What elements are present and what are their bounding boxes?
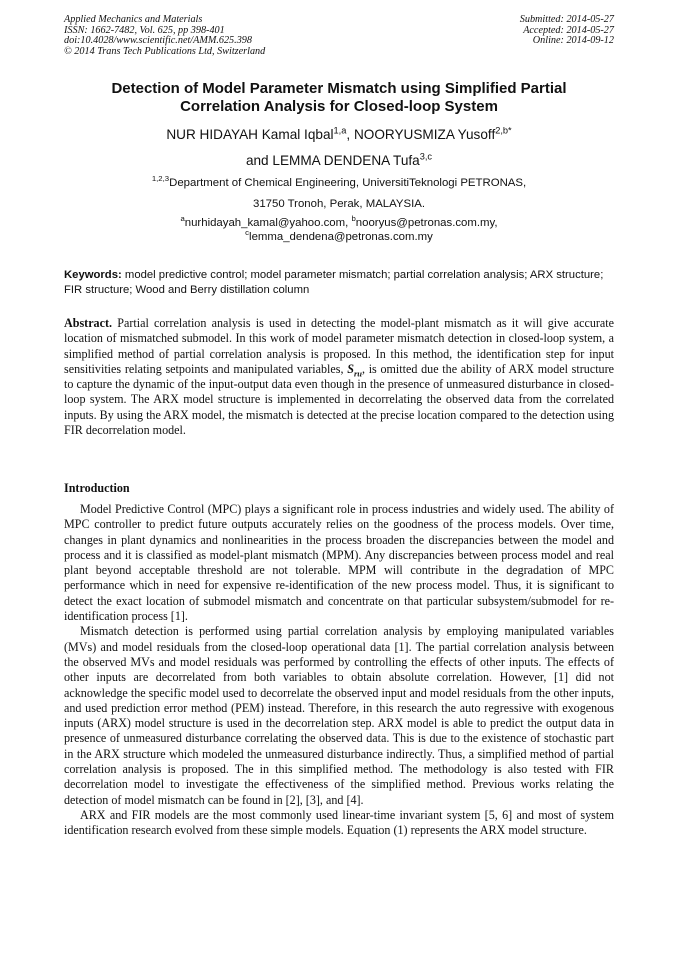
intro-paragraph-3: ARX and FIR models are the most commonly used linear-time invariant system [5, 6] and most of system identification research evolved from these simple models. Equation (1) represents the ARX model structure. <box>64 807 614 838</box>
author-2-sup: 2,b* <box>495 125 512 136</box>
intro-paragraph-2: Mismatch detection is performed using partial correlation analysis by employing manipulated variables (MVs) and model residuals from the closed-loop operational data [1]. The partial correlation analysis between the observed MVs and model residuals was performed by controlling the effects of other inputs. The effects of other inputs are decorrelated from both variables to obtain absolute correlation. However, [1] did not acknowledge the specific model used to decorrelate the observed input and model residuals from the other inputs, and used prediction error method (PEM) instead. Therefore, in this research the auto regressive with exogenous inputs (ARX) model structure is used in the decorrelation step. ARX model is able to predict the output data in presence of unmeasured disturbance correlating the observed data. This is due to the existence of stochastic part in the ARX structure which modeled the unmeasured disturbance indirectly. Thus, a simplified method of partial correlation analysis is proposed. The in this simplified method. The methodology is also tested with FIR decorrelation model to investigate the effectiveness of the simplified method. Previous works relating the detection of model mismatch can be found in [2], [3], and [4]. <box>64 624 614 807</box>
section-heading-introduction: Introduction <box>64 481 130 495</box>
paper-title <box>40 80 638 116</box>
online-date: Online: 2014-09-12 <box>532 35 614 46</box>
email-c: lemma_dendena@petronas.com.my <box>249 231 433 243</box>
affiliation-line-2: 31750 Tronoh, Perak, MALAYSIA. <box>252 198 425 210</box>
symbol-subscript: ru <box>353 368 362 379</box>
affiliation-line-1 <box>40 173 638 194</box>
journal-header-right <box>520 15 614 47</box>
title-line-2: Correlation Analysis for Closed-loop System <box>180 98 498 115</box>
abstract-text-1: Partial correlation analysis is used in detecting the model-plant mismatch as it will give accurate location of mismatched submodel. In this work of model parameter mismatch detection in closed-loop system, a simplified method of partial correlation analysis is proposed. In this method, the identification step for input sensitivities relating setpoints and manipulated variables, <box>64 316 614 376</box>
email-a-sup: a <box>180 214 185 224</box>
email-b: nooryus@petronas.com.my, <box>355 217 498 229</box>
authors-line-2 <box>40 148 638 174</box>
keywords-label: Keywords: <box>64 269 122 281</box>
affiliation-sup: 1,2,3 <box>151 174 170 184</box>
email-c-sup: c <box>245 228 250 238</box>
abstract-label: Abstract. <box>64 316 113 330</box>
journal-header-left <box>64 15 265 57</box>
title-line-1: Detection of Model Parameter Mismatch using Simplified Partial <box>111 80 567 97</box>
journal-copyright: © 2014 Trans Tech Publications Ltd, Switzerland <box>64 45 266 57</box>
abstract-text-2: , is omitted due the ability of ARX model structure to capture the dynamic of the input-output data even though in the presence of unmeasured disturbance in closed-loop system. The ARX model structure is implemented in decorrelating the observed data from the correlated inputs. By using the ARX model, the mismatch is detected at the precise location compared to the detection using FIR decorrelation model. <box>64 361 614 438</box>
author-separator: , <box>346 127 354 142</box>
author-1-sup: 1,a <box>333 125 347 136</box>
emails-line-2 <box>40 230 638 244</box>
accepted-date: Accepted: 2014-05-27 <box>523 24 614 36</box>
submitted-date: Submitted: 2014-05-27 <box>519 14 614 25</box>
symbol-s: S <box>347 361 354 376</box>
author-3-name: LEMMA DENDENA Tufa <box>272 153 420 168</box>
author-list <box>40 122 638 174</box>
email-a: nurhidayah_kamal@yahoo.com, <box>184 217 352 229</box>
intro-paragraph-1: Model Predictive Control (MPC) plays a significant role in process industries and widely used. The ability of MPC controller to predict future outputs accurately relies on the goodness of the process models. Over time, changes in plant dynamics and nonlinearities in the process broaden the discrepancies between the model and process and it is classified as model-plant mismatch (MPM). Any discrepancies between process model and real plant beyond acceptable threshold are not tolerable. MPM will contribute in the degradation of MPC performance which in need for expensive re-identification of the new process model. Thus, it is significant to detect the exact location of submodel mismatch and concentrate on that particular subsystem/submodel for re-identification process [1]. <box>64 502 614 624</box>
input-sensitivity-symbol <box>347 361 362 379</box>
email-b-sup: b <box>351 214 356 224</box>
author-3-prefix: and <box>245 153 273 168</box>
journal-issn: ISSN: 1662-7482, Vol. 625, pp 398-401 <box>64 24 225 36</box>
abstract <box>64 316 614 438</box>
abstract-paragraph <box>64 316 614 438</box>
introduction-body <box>64 502 614 839</box>
emails-line-1 <box>40 216 638 230</box>
affiliation <box>40 173 638 215</box>
keywords <box>64 268 614 297</box>
authors-line-1 <box>40 122 638 148</box>
journal-name: Applied Mechanics and Materials <box>64 14 203 25</box>
journal-doi: doi:10.4028/www.scientific.net/AMM.625.398 <box>64 35 252 46</box>
author-1-name: NUR HIDAYAH Kamal Iqbal <box>166 127 334 142</box>
author-emails <box>40 216 638 244</box>
affiliation-dept: Department of Chemical Engineering, UniversitiTeknologi PETRONAS, <box>169 177 527 189</box>
author-2-name: NOORYUSMIZA Yusoff <box>353 127 496 142</box>
author-3-sup: 3,c <box>419 151 433 162</box>
keywords-text: model predictive control; model parameter mismatch; partial correlation analysis; ARX structure; FIR structure; Wood and Berry distillation column <box>64 269 604 296</box>
